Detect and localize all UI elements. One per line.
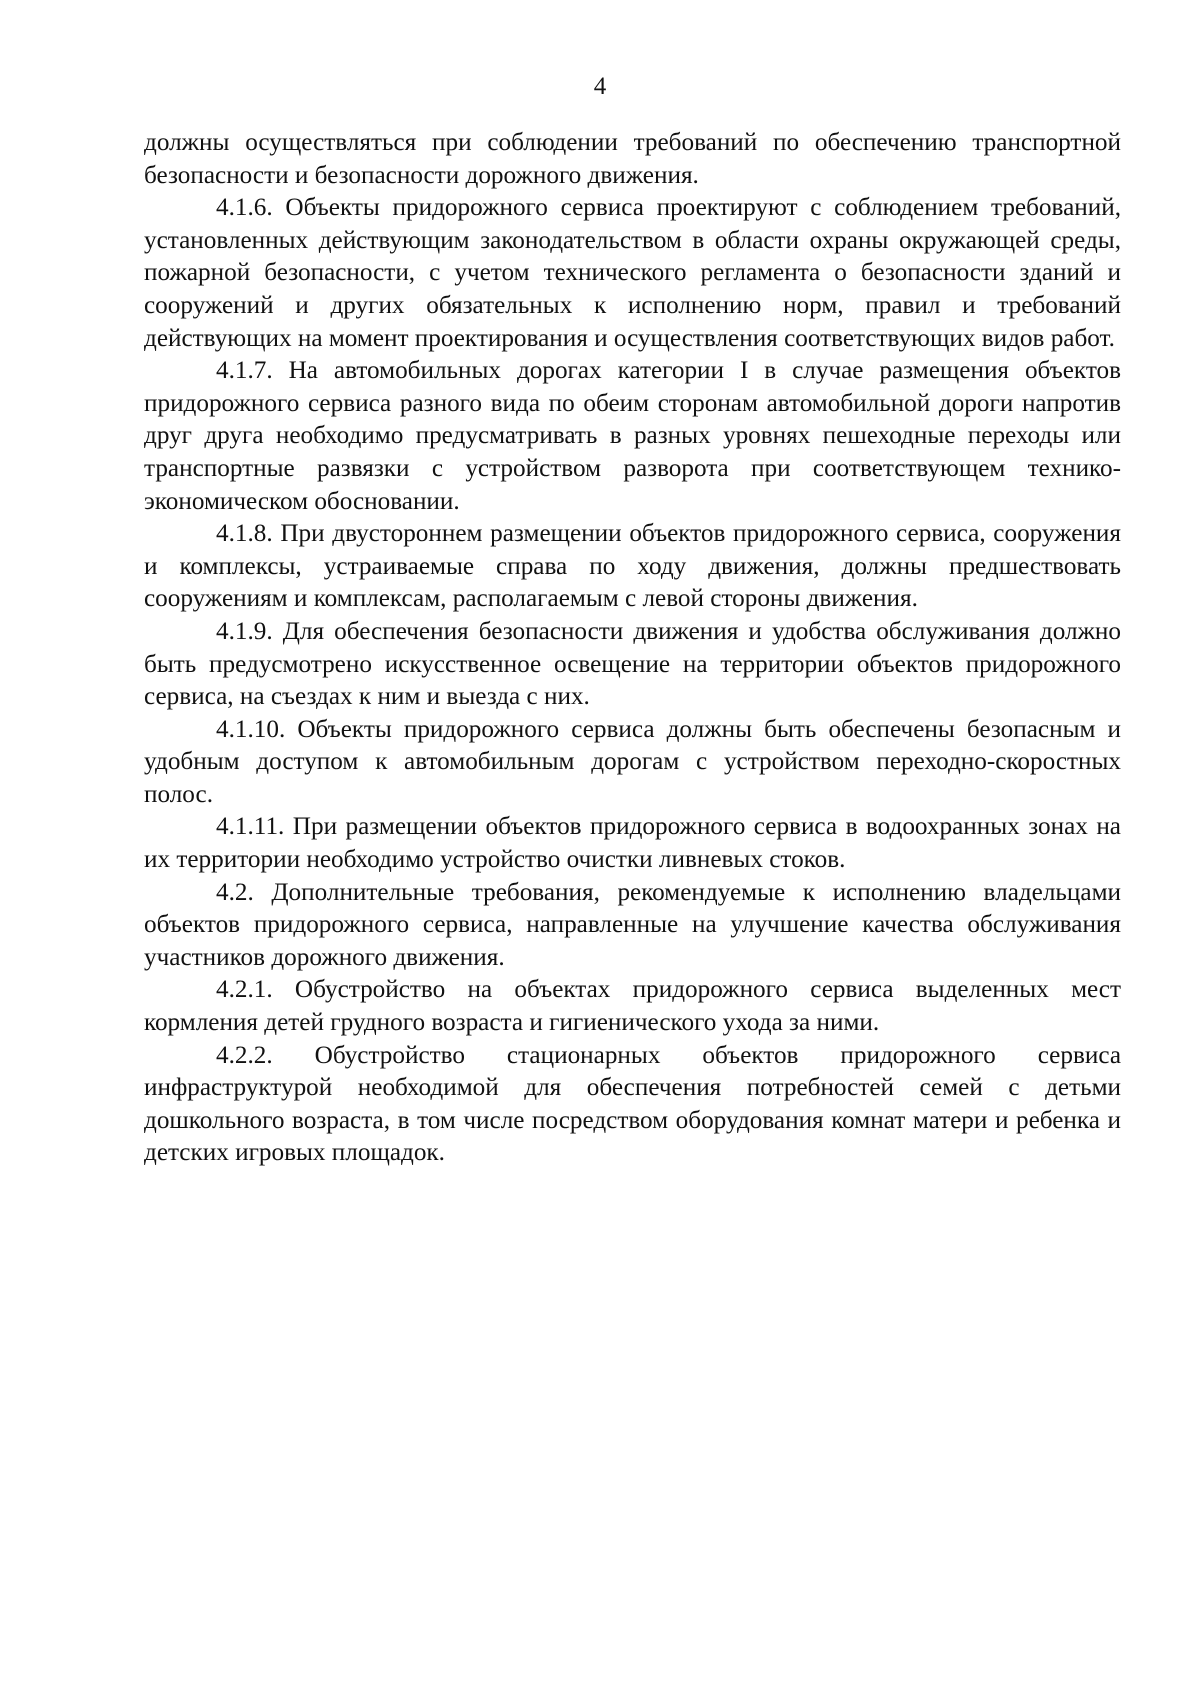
paragraph-4-1-9: 4.1.9. Для обеспечения безопасности движения и удобства обслуживания должно быть предусмотрено искусственное освещение на территории объектов придорожного сервиса, на съездах к ним и выезда с них.: [144, 617, 1121, 711]
paragraph-4-2-2: 4.2.2. Обустройство стационарных объектов придорожного сервиса инфраструктурой необходимой для обеспечения потребностей семей с детьми дошкольного возраста, в том числе посредством оборудования комнат матери и ребенка и детских игровых площадок.: [144, 1041, 1121, 1167]
paragraph-4-1-8: 4.1.8. При двустороннем размещении объектов придорожного сервиса, сооружения и комплексы, устраиваемые справа по ходу движения, должны предшествовать сооружениям и комплексам, располагаемым с левой стороны движения.: [144, 520, 1121, 613]
paragraph-4-1-6: 4.1.6. Объекты придорожного сервиса проектируют с соблюдением требований, установленных действующим законодательством в области охраны окружающей среды, пожарной безопасности, с учетом технического регламента о безопасности зданий и сооружений и других обязательных к исполнению норм, правил и требований действующих на момент проектирования и осуществления соответствующих видов работ.: [144, 194, 1121, 352]
paragraph-4-1-10: 4.1.10. Объекты придорожного сервиса должны быть обеспечены безопасным и удобным доступом к автомобильным дорогам с устройством переходно-скоростных полос.: [144, 715, 1121, 808]
paragraph-4-2-1: 4.2.1. Обустройство на объектах придорожного сервиса выделенных мест кормления детей грудного возраста и гигиенического ухода за ними.: [144, 976, 1121, 1037]
paragraph-continuation: должны осуществляться при соблюдении требований по обеспечению транспортной безопасности и безопасности дорожного движения.: [144, 129, 1121, 189]
paragraph-4-1-7: 4.1.7. На автомобильных дорогах категории I в случае размещения объектов придорожного сервиса разного вида по обеим сторонам автомобильной дороги напротив друг друга необходимо предусматривать в разных уровнях пешеходные переходы или транспортные развязки с устройством разворота при соответствующем технико-экономическом обосновании.: [144, 357, 1121, 515]
document-body: [144, 127, 1121, 1170]
page-number: 4: [593, 73, 607, 100]
paragraph-4-2: 4.2. Дополнительные требования, рекомендуемые к исполнению владельцами объектов придорожного сервиса, направленные на улучшение качества обслуживания участников дорожного движения.: [144, 878, 1121, 971]
paragraph-4-1-11: 4.1.11. При размещении объектов придорожного сервиса в водоохранных зонах на их территории необходимо устройство очистки ливневых стоков.: [144, 813, 1121, 874]
